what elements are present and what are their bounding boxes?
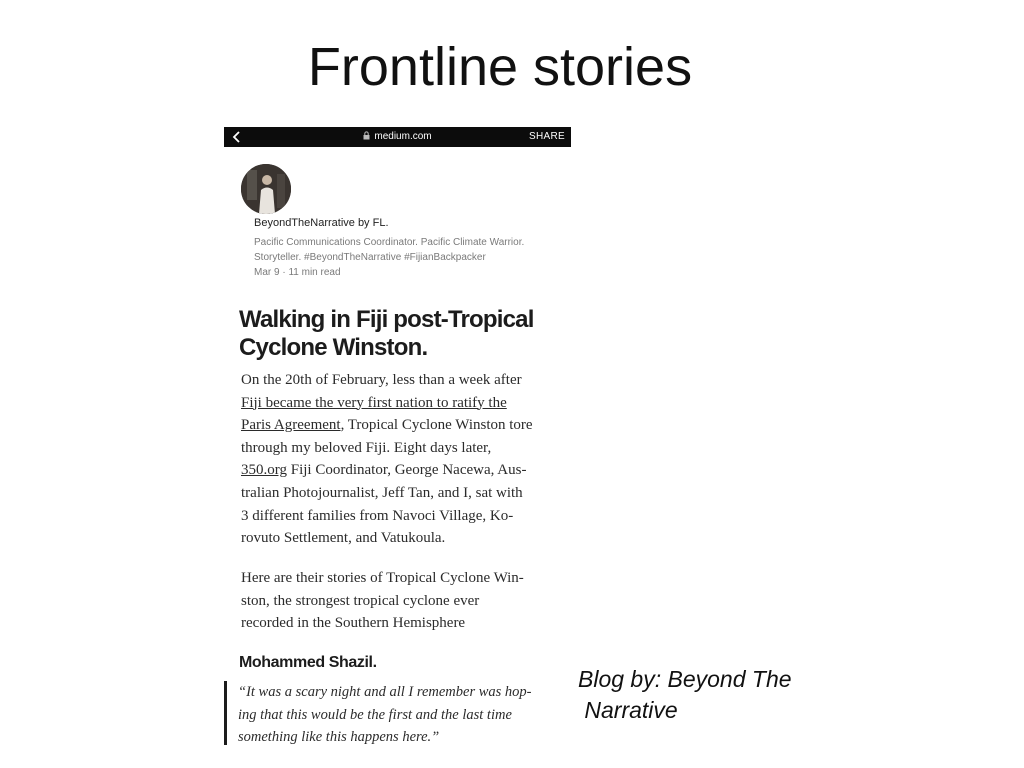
quote-line: “It was a scary night and all I remember was hop- (238, 684, 532, 700)
browser-bar (224, 127, 571, 147)
url-text: medium.com (374, 131, 432, 142)
paragraph-line: ston, the strongest tropical cyclone ever (241, 592, 480, 609)
bio-line: Storyteller. #BeyondTheNarrative #FijianBackpacker (254, 252, 486, 263)
post-meta: Mar 9 · 11 min read (254, 267, 341, 278)
paragraph-line: recorded in the Southern Hemisphere (241, 615, 466, 632)
article-headline: Walking in Fiji post-Tropical Cyclone Winston. (239, 306, 534, 361)
lock-icon (363, 131, 370, 140)
blog-credit (578, 664, 792, 726)
author-name[interactable]: BeyondTheNarrative by FL. (254, 217, 389, 229)
quote-line: something like this happens here.” (238, 729, 440, 745)
bio-line: Pacific Communications Coordinator. Pacific Climate Warrior. (254, 237, 525, 248)
paragraph-line: tralian Photojournalist, Jeff Tan, and I, sat with (241, 484, 523, 501)
credit-line: Blog by: Beyond The (578, 666, 792, 692)
ratify-link[interactable]: Fiji became the very first nation to ratify the (241, 394, 507, 411)
article-screenshot (224, 127, 571, 745)
avatar-photo (241, 164, 291, 214)
credit-line: Narrative (578, 697, 678, 723)
article-paragraph (241, 369, 561, 550)
author-bio (254, 235, 564, 265)
paragraph-line: 3 different families from Navoci Village, Ko- (241, 507, 514, 524)
paragraph-text: , Tropical Cyclone Winston tore (340, 417, 533, 434)
paragraph-line (241, 414, 561, 437)
article-paragraph (241, 567, 561, 635)
address-bar[interactable] (224, 131, 571, 142)
paragraph-line: On the 20th of February, less than a week after (241, 372, 522, 388)
slide-title: Frontline stories (307, 37, 693, 97)
paragraph-text: Fiji Coordinator, George Nacewa, Aus- (286, 462, 527, 479)
block-quote (224, 681, 571, 745)
paris-agreement-link[interactable]: Paris Agreement (241, 417, 341, 434)
quote-line: ing that this would be the first and the last time (238, 706, 512, 723)
paragraph-line: Here are their stories of Tropical Cyclone Win- (241, 570, 524, 586)
avatar[interactable] (241, 164, 291, 214)
paragraph-line: rovuto Settlement, and Vatukoula. (241, 530, 446, 547)
paragraph-line (241, 459, 561, 482)
share-button[interactable]: SHARE (529, 131, 565, 142)
section-heading: Mohammed Shazil. (239, 654, 377, 671)
350-org-link[interactable]: 350.org (241, 462, 287, 479)
paragraph-line: through my beloved Fiji. Eight days later, (241, 439, 492, 456)
